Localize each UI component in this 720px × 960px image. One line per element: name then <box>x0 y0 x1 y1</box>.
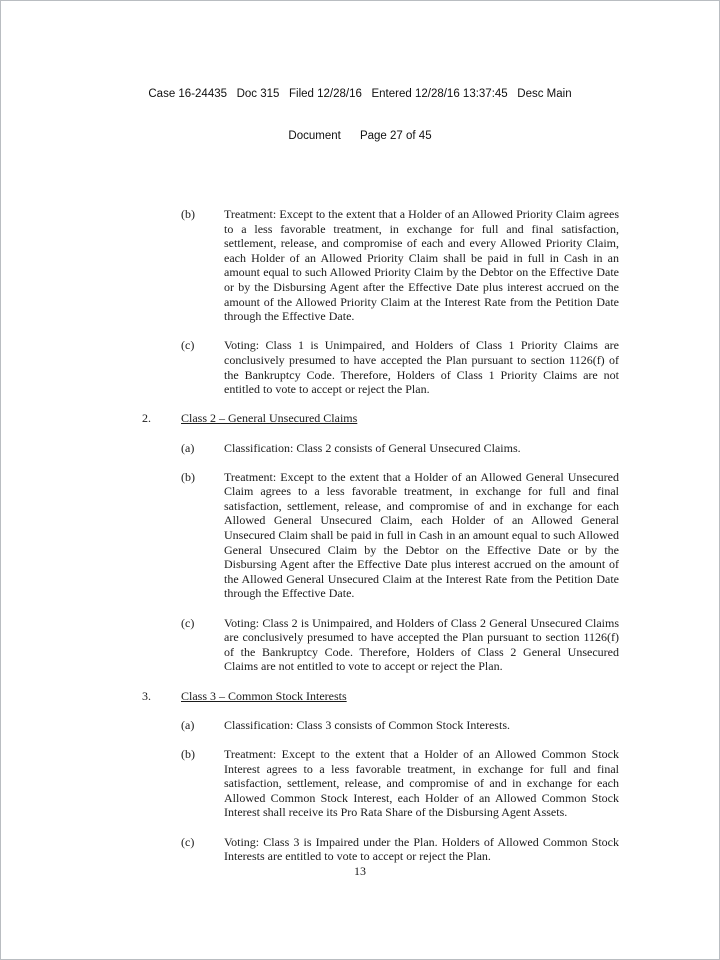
paragraph-label: (c) <box>181 338 195 353</box>
paragraph-label: (b) <box>181 746 195 761</box>
paragraph-class2-voting <box>181 616 619 674</box>
page-number: 13 <box>354 864 366 878</box>
paragraph-label: (b) <box>181 207 195 221</box>
paragraph-class3-classification <box>181 718 619 733</box>
section-heading-class-2 <box>142 411 619 426</box>
paragraph-class3-voting <box>181 835 619 864</box>
paragraph-class2-treatment <box>181 470 619 601</box>
court-filing-stamp <box>1 1 719 171</box>
paragraph-label: (c) <box>181 834 195 849</box>
stamp-line-1: Case 16-24435 Doc 315 Filed 12/28/16 Entered 12/28/16 13:37:45 Desc Main <box>148 88 572 100</box>
paragraph-text: Treatment: Except to the extent that a Holder of an Allowed Common Stock Interest agrees to a less favorable treatment, in exchange for full and final satisfaction, settlement, release, and compromise of and in exchange for each Allowed Common Stock Interest, each Holder of an Allowed Common Stock Interest shall receive its Pro Rata Share of the Disbursing Agent Assets. <box>224 746 619 820</box>
paragraph-class3-treatment <box>181 747 619 820</box>
paragraph-label: (a) <box>181 440 195 455</box>
paragraph-text: Voting: Class 1 is Unimpaired, and Holders of Class 1 Priority Claims are conclusively presumed to have accepted the Plan pursuant to section 1126(f) of the Bankruptcy Code. Therefore, Holders of Class 1 Priority Claims are not entitled to vote to accept or reject the Plan. <box>224 338 619 397</box>
paragraph-label: (a) <box>181 717 195 732</box>
paragraph-text: Classification: Class 3 consists of Common Stock Interests. <box>224 717 510 732</box>
section-heading-class-3 <box>142 689 619 704</box>
paragraph-label: (c) <box>181 615 195 630</box>
paragraph-class1-voting <box>181 338 619 396</box>
paragraph-label: (b) <box>181 469 195 484</box>
paragraph-priority-treatment <box>181 207 619 324</box>
paragraph-text: Voting: Class 2 is Unimpaired, and Holders of Class 2 General Unsecured Claims are conclusively presumed to have accepted the Plan pursuant to section 1126(f) of the Bankruptcy Code. Therefore, Holders of Class 2 General Unsecured Claims are not entitled to vote to accept or reject the Plan. <box>224 615 619 674</box>
section-number: 3. <box>142 688 151 703</box>
paragraph-text: Voting: Class 3 is Impaired under the Plan. Holders of Allowed Common Stock Interests are entitled to vote to accept or reject the Plan. <box>224 834 619 864</box>
section-heading-text: Class 3 – Common Stock Interests <box>181 688 347 703</box>
section-number: 2. <box>142 411 151 426</box>
paragraph-text: Treatment: Except to the extent that a Holder of an Allowed Priority Claim agrees to a less favorable treatment, in exchange for full and final satisfaction, settlement, release, and compromise of each and every Allowed Priority Claim, each Holder of an Allowed Priority Claim shall be paid in full in Cash in an amount equal to such Allowed Priority Claim by the Debtor on the Effective Date or by the Disbursing Agent after the Effective Date plus interest accrued on the amount of the Allowed Priority Claim at the Interest Rate from the Petition Date through the Effective Date. <box>224 207 619 324</box>
document-body <box>142 207 619 864</box>
paragraph-text: Classification: Class 2 consists of General Unsecured Claims. <box>224 440 521 455</box>
paragraph-class2-classification <box>181 441 619 456</box>
paragraph-text: Treatment: Except to the extent that a Holder of an Allowed General Unsecured Claim agrees to a less favorable treatment, in exchange for full and final satisfaction, settlement, release, and compromise of and in exchange for each Allowed General Unsecured Claim, each Holder of an Allowed General Unsecured Claim shall be paid in full in Cash in an amount equal to such Allowed General Unsecured Claim by the Debtor on the Effective Date or by the Disbursing Agent after the Effective Date plus interest accrued on the amount of the Allowed General Unsecured Claim at the Interest Rate from the Petition Date through the Effective Date. <box>224 469 619 601</box>
stamp-line-2: Document Page 27 of 45 <box>288 130 432 142</box>
section-heading-text: Class 2 – General Unsecured Claims <box>181 411 358 426</box>
